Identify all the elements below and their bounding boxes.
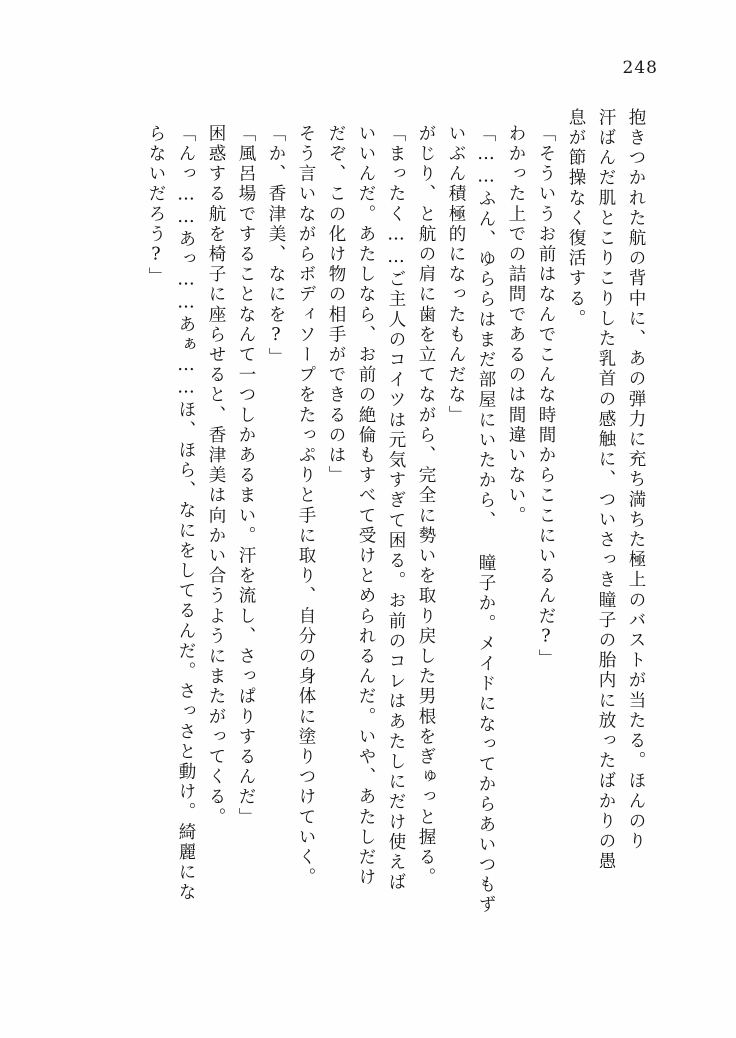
text-line: そう言いながらボディソープをたっぷりと手に取り、自分の身体に塗りつけていく。 [296,124,316,888]
text-line: がじり、と航の肩に歯を立てながら、完全に勢いを取り戻した男根をぎゅっと握る。 [416,124,436,888]
text-line: 「風呂場ですることなんて一つしかあるまい。汗を流し、さっぱりするんだ」 [236,124,256,828]
text-line: らないだろう?」 [146,124,166,288]
text-line: 息が節操なく復活する。 [566,108,586,330]
text-line: だぞ、この化け物の相手ができるのは」 [326,124,346,486]
text-line: 「まったく……ご主人のコイツは元気すぎて困る。お前のコレはあたしにだけ使えば [386,124,406,893]
text-line: 「か、香津美、なにを?」 [266,124,286,368]
page-number: 248 [622,58,658,78]
text-line: 「……ふん、ゆららはまだ部屋にいたから、 瞳子か。メイドになってからあいつもず [476,124,496,916]
vertical-text-body [92,108,644,958]
text-line: 汗ばんだ肌とこりこりした乳首の感触に、ついさっき瞳子の胎内に放ったばかりの愚 [596,108,616,872]
text-line: いぶん積極的になったもんだな」 [446,124,466,426]
text-line: 「そういうお前はなんでこんな時間からここにいるんだ?」 [536,124,556,670]
text-line: 「んっ……あっ……あぁ……ほ、ほら、なにをしてるんだ。さっさと動け。綺麗にな [176,124,196,903]
text-line: 困惑する航を椅子に座らせると、香津美は向かい合うようにまたがってくる。 [206,124,226,828]
text-line: わかった上での詰問であるのは間違いない。 [506,124,526,526]
text-line: 抱きつかれた航の背中に、あの弾力に充ち満ちた極上のバストが当たる。ほんのり [626,108,646,852]
text-line: いいんだ。あたしなら、お前の絶倫もすべて受けとめられるんだ。いや、あたしだけ [356,124,376,888]
